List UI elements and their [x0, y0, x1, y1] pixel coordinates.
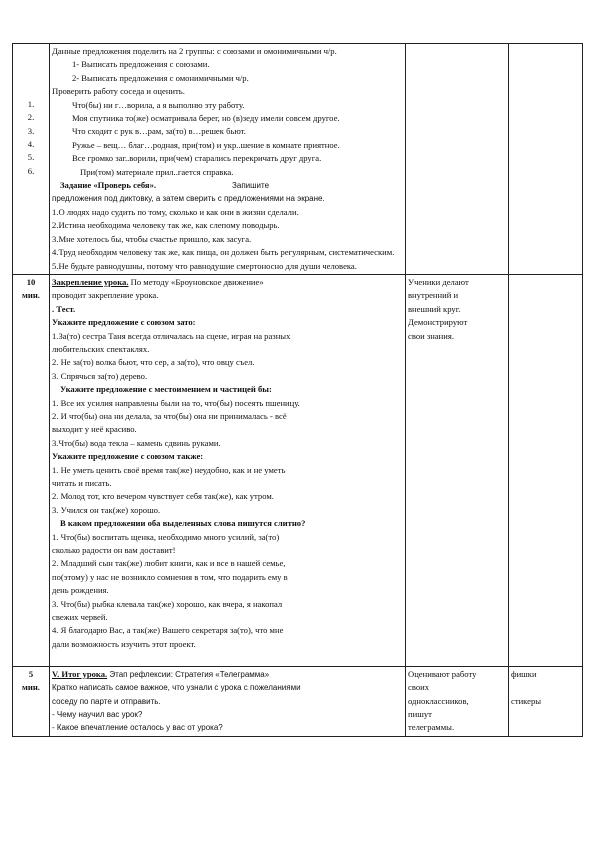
answer-line: сколько радости он вам доставит!: [52, 545, 176, 556]
student-activity: телеграммы.: [408, 722, 455, 733]
student-activity: внутренний и: [408, 290, 459, 301]
list-number: 2.: [27, 112, 35, 123]
stage-text: Кратко написать самое важное, что узнали с урока с пожеланиями: [52, 683, 301, 693]
table-row: [13, 666, 583, 736]
dictation-item: 1.О людях надо судить по тому, сколько и как они в жизни сделали.: [52, 206, 299, 217]
time-unit: мин.: [22, 681, 40, 692]
list-number: 6.: [27, 165, 35, 176]
student-activity: Ученики делают: [408, 276, 469, 287]
stage-heading: V. Итог урока. Этап рефлексии: Стратегия «Телеграмма»: [52, 668, 270, 679]
row3-resources-cell: [509, 666, 583, 736]
answer-line: 1. Что(бы) воспитать щенка, необходимо много усилий, за(то): [52, 531, 280, 542]
dictation-item: 2.Истина необходима человеку так же, как слепому поводырь.: [52, 220, 280, 231]
sentence-item: Что сходит с рук в…рам, за(то) в…решек бьют.: [72, 126, 246, 137]
sentence-item: Что(бы) ни г…ворила, а я выполню эту работу.: [72, 99, 245, 110]
answer-line: дали возможность изучить этот проект.: [52, 638, 196, 649]
test-heading: . Тест.: [52, 303, 76, 314]
answer-line: 4. Я благодарю Вас, а так(же) Вашего секретаря за(то), что мне: [52, 625, 284, 636]
question-title: Укажите предложение с союзом также:: [52, 451, 204, 462]
table-row: [13, 44, 583, 275]
resource-item: стикеры: [511, 695, 542, 706]
time-value: 10: [26, 276, 36, 287]
answer-line: 3. Что(бы) рыбка клевала так(же) хорошо, как вчера, я накопал: [52, 598, 283, 609]
row2-students-cell: [406, 274, 509, 666]
answer-line: 1. Все их усилия направлены были на то, что(бы) посеять пшеницу.: [52, 397, 300, 408]
row3-content-cell: [50, 666, 406, 736]
dictation-item: 5.Не будьте равнодушны, потому что равнодушие смертоносно для души человека.: [52, 260, 357, 271]
answer-line: 3.Что(бы) вода текла – камень сдвинь руками.: [52, 437, 221, 448]
list-number: 3.: [27, 125, 35, 136]
stage-heading: Закрепление урока. По методу «Броуновское движение»: [52, 276, 264, 287]
answer-line: читать и писать.: [52, 478, 112, 488]
student-activity: внешний круг.: [408, 303, 461, 314]
question-title: В каком предложении оба выделенных слова пишутся слитно?: [60, 518, 306, 529]
answer-line: день рождения.: [52, 585, 109, 596]
sentence-item: Ружье – вещ… благ…родная, при(том) и укр..шение в комнате приятное.: [72, 139, 340, 150]
lesson-plan-table: [12, 43, 583, 737]
dictation-item: 3.Мне хотелось бы, чтобы счастье пришло, как засуга.: [52, 233, 252, 244]
list-number: 1.: [27, 99, 35, 110]
student-activity: Оценивают работу: [408, 668, 477, 679]
row3-time-cell: [13, 666, 50, 736]
student-activity: своих: [408, 682, 430, 693]
row3-students-cell: [406, 666, 509, 736]
time-unit: мин.: [22, 290, 40, 301]
answer-line: 1.За(то) сестра Таня всегда отличалась на сцене, играя на разных: [52, 330, 291, 341]
row2-content-cell: [50, 274, 406, 666]
question-title: Укажите предложение с союзом зато:: [52, 317, 196, 328]
stage-text: - Чему научил вас урок?: [52, 709, 143, 719]
sentence-item: Все громко заг..ворили, при(чем) старались перекричать друг друга.: [72, 153, 322, 164]
sentence-item: При(том) материале прил..гается справка.: [80, 166, 234, 177]
answer-line: 1. Не уметь ценить своё время так(же) неудобно, как и не уметь: [52, 464, 286, 475]
check-task-text: предложения под диктовку, а затем сверить с предложениями на экране.: [52, 194, 325, 204]
resource-item: фишки: [511, 668, 537, 679]
student-activity: одноклассников,: [408, 695, 469, 706]
sentence-item: Моя спутника то(же) осматривала берег, но (в)зеду имели совсем другое.: [72, 113, 340, 124]
answer-line: 2. Молод тот, кто вечером чувствует себя так(же), как утром.: [52, 491, 274, 502]
task-line: 2- Выписать предложения с омонимичными ч/р.: [72, 72, 249, 83]
dictation-item: 4.Труд необходим человеку так же, как пища, он должен быть регулярным, систематическим.: [52, 247, 395, 258]
row1-numbers-cell: [13, 44, 50, 275]
question-title: Укажите предложение с местоимением и частицей бы:: [60, 384, 272, 395]
time-value: 5: [28, 668, 34, 679]
task-line: Проверить работу соседа и оценить.: [52, 86, 185, 97]
check-task-heading: Задание «Проверь себя». Запишите: [60, 180, 270, 191]
student-activity: Демонстрируют: [408, 317, 468, 328]
answer-line: 3. Учился он так(же) хорошо.: [52, 504, 161, 515]
answer-line: 2. Младший сын так(же) любит книги, как и все в нашей семье,: [52, 558, 286, 569]
stage-text: соседу по парте и отправить.: [52, 696, 161, 706]
stage-text: - Какое впечатление осталось у вас от урока?: [52, 723, 223, 733]
row1-students-cell: [406, 44, 509, 275]
task-intro: Данные предложения поделить на 2 группы: с союзами и омонимичными ч/р.: [52, 46, 337, 56]
answer-line: свежих червей.: [52, 612, 108, 623]
list-number: 4.: [27, 139, 35, 150]
row1-resources-cell: [509, 44, 583, 275]
row2-time-cell: [13, 274, 50, 666]
table-row: [13, 274, 583, 666]
list-number: 5.: [27, 152, 35, 163]
answer-line: 2. Не за(то) волка бьют, что сер, а за(то), что овцу съел.: [52, 357, 255, 368]
task-line: 1- Выписать предложения с союзами.: [72, 59, 210, 70]
answer-line: любительских спектаклях.: [52, 343, 150, 354]
student-activity: пишут: [408, 708, 432, 719]
student-activity: свои знания.: [408, 330, 454, 341]
row2-resources-cell: [509, 274, 583, 666]
answer-line: 2. И что(бы) она ни делала, за что(бы) она ни принималась - всё: [52, 410, 287, 421]
answer-line: по(этому) у нас не возникло сомнения в том, что подарить ему в: [52, 571, 288, 582]
answer-line: выходит у неё красиво.: [52, 424, 137, 435]
stage-text: проводит закрепление урока.: [52, 290, 159, 301]
row1-content-cell: [50, 44, 406, 275]
answer-line: 3. Спрячься за(то) дерево.: [52, 370, 148, 381]
